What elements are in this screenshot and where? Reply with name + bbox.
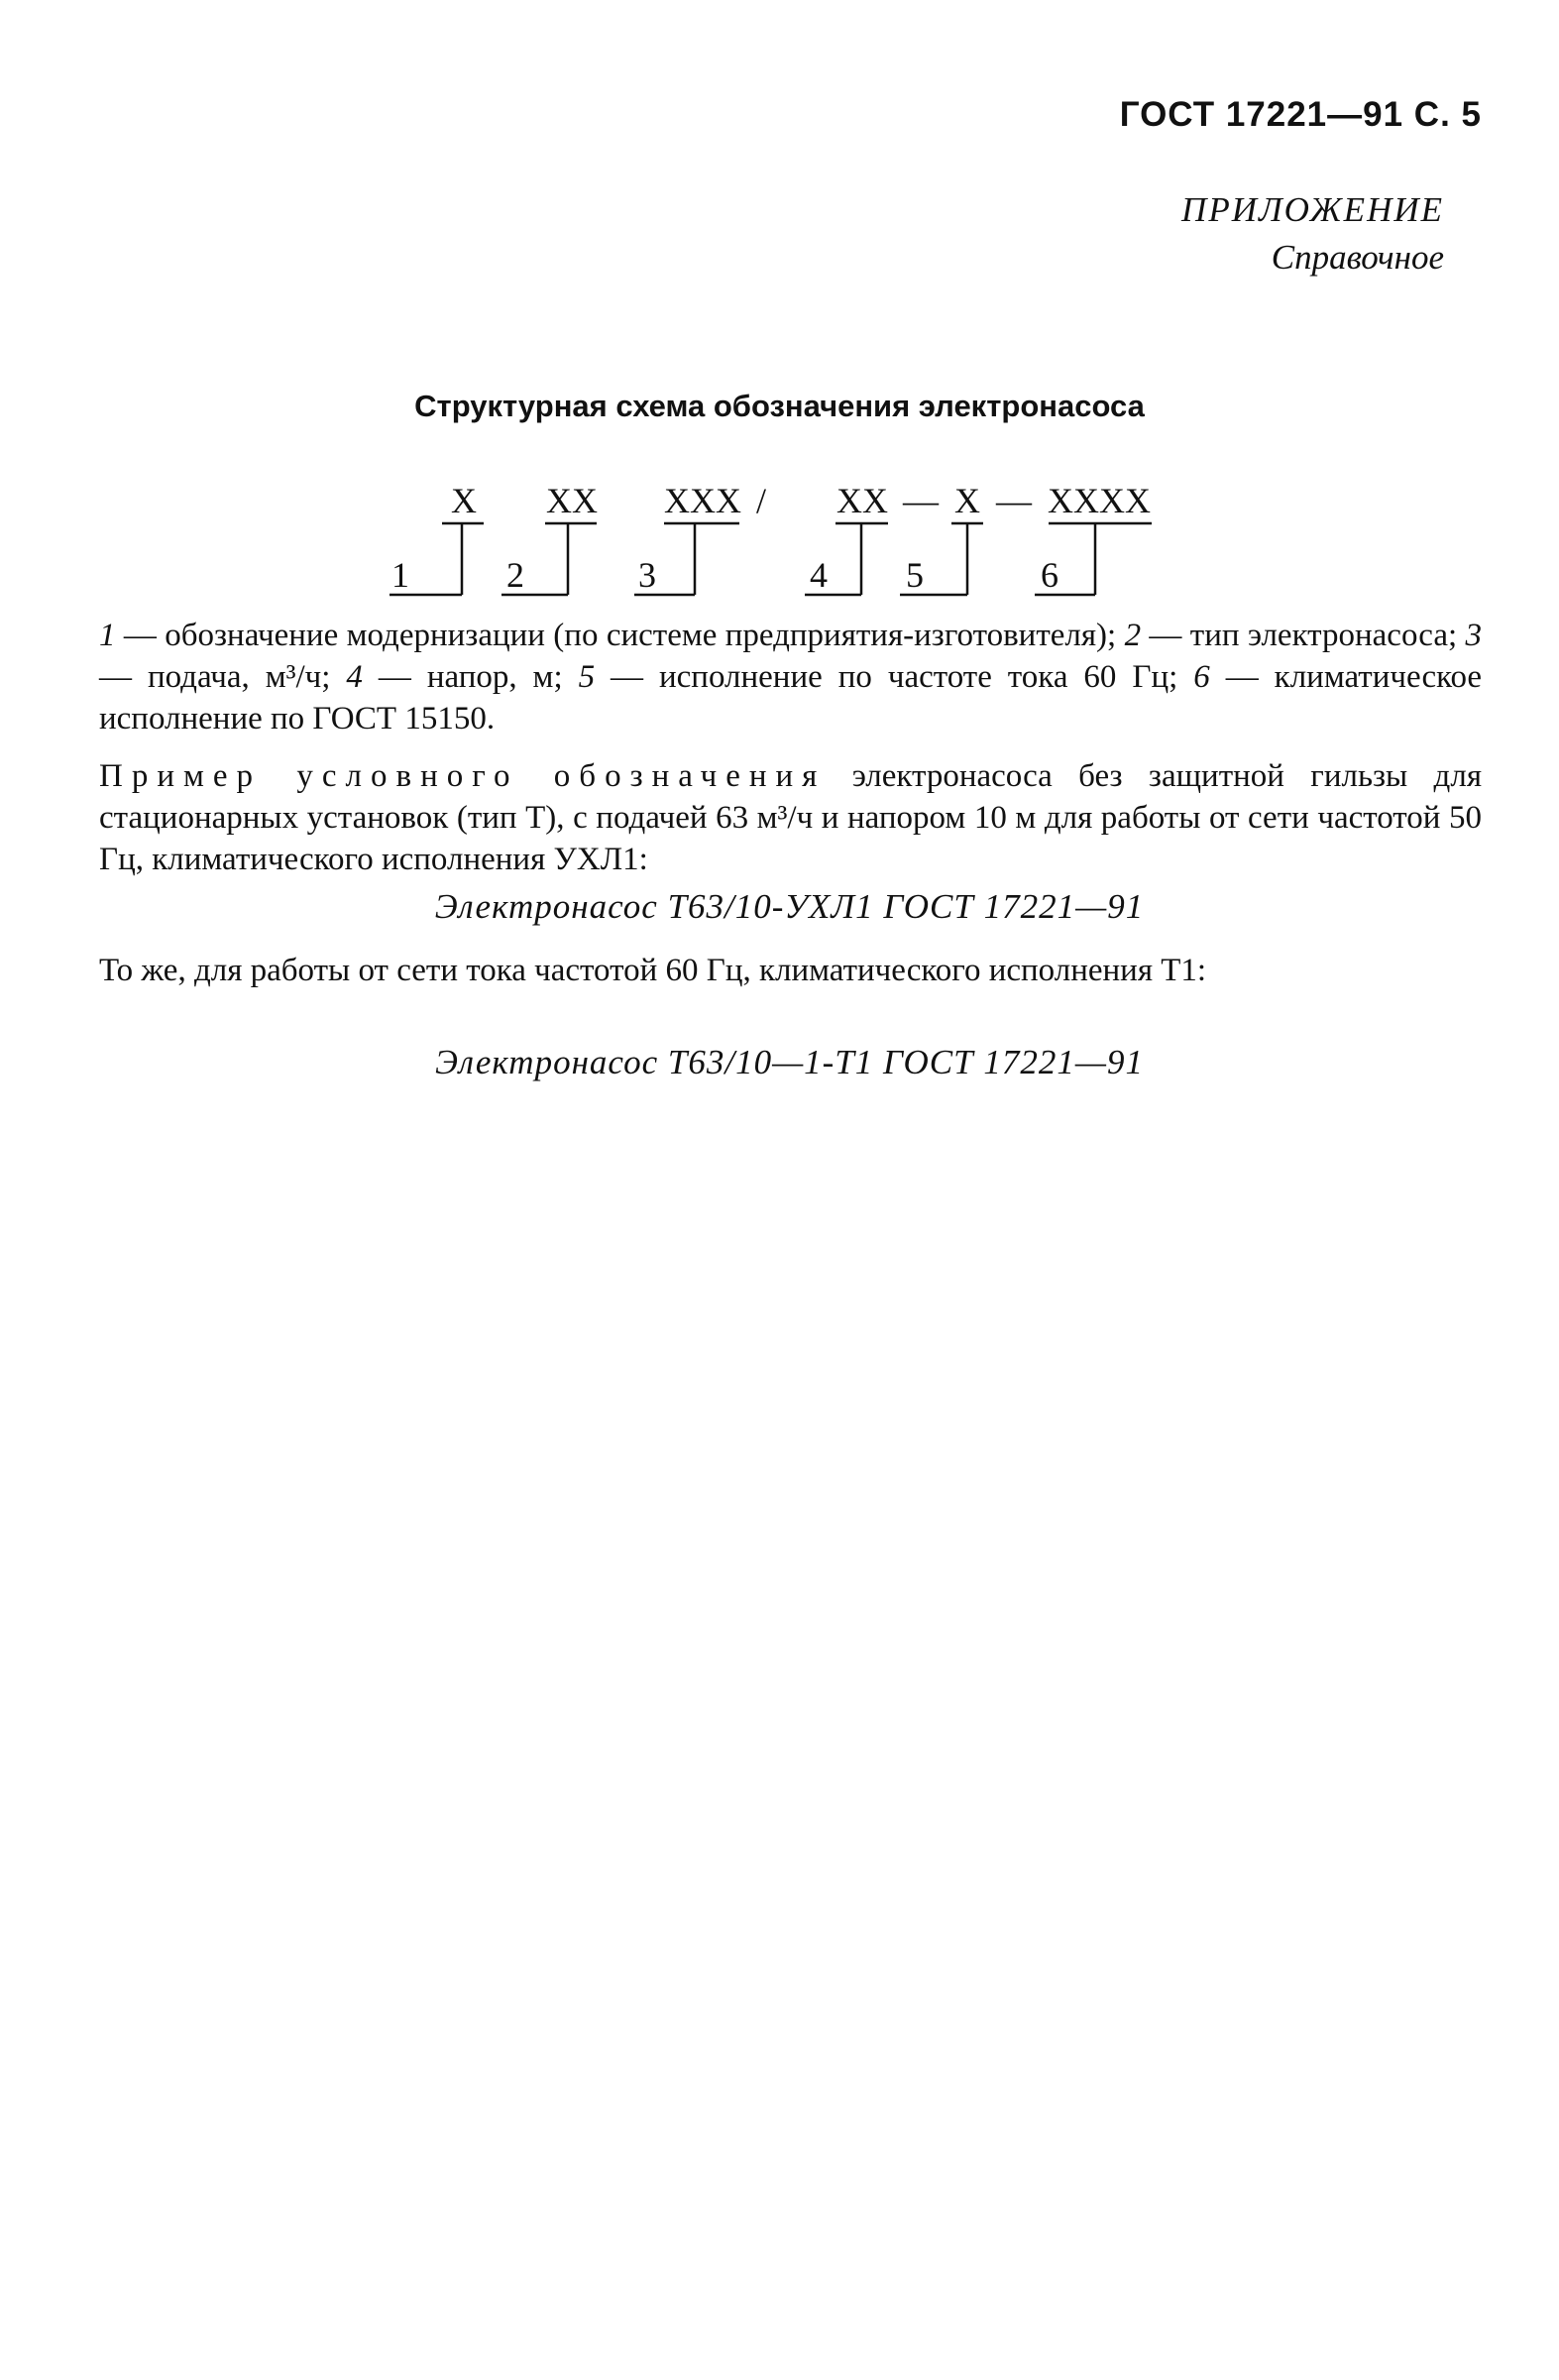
example-designation-1: Электронасос Т63/10-УХЛ1 ГОСТ 17221—91 (434, 887, 1145, 926)
page-header: ГОСТ 17221—91 С. 5 (1119, 95, 1482, 134)
example-paragraph-2: То же, для работы от сети тока частотой 60 Гц, климатического исполнения Т1: (99, 953, 1207, 988)
legend-paragraph (99, 615, 1482, 739)
legend-t4: — напор, м; (362, 659, 579, 695)
legend-t6: — климатическое исполнение по ГОСТ 15150. (99, 659, 1482, 737)
schema-title: Структурная схема обозначения электронасоса (414, 389, 1145, 423)
code-xxxx-climate: XXXX (1048, 481, 1151, 520)
code-x-frequency: X (954, 481, 980, 520)
number-6: 6 (1041, 555, 1058, 595)
code-dash-2: — (996, 481, 1032, 520)
example-designation-2: Электронасос Т63/10—1-Т1 ГОСТ 17221—91 (435, 1043, 1144, 1081)
legend-n5: 5 (578, 659, 596, 695)
legend-n4: 4 (346, 659, 363, 695)
legend-t1: — обозначение модернизации (по системе предприятия-изготовителя); (115, 618, 1125, 653)
example-lead: Пример условного обозначения (99, 758, 827, 794)
legend-n6: 6 (1193, 659, 1210, 695)
code-slash: / (755, 481, 767, 520)
code-xxx-flow: XXX (664, 481, 741, 520)
number-5: 5 (906, 555, 924, 595)
example-text-1: электронасоса без защитной гильзы для стационарных установок (тип Т), с подачей 63 м³/ч и напором 10 м для работы от сети частотой 50 Гц, климатического исполнения УХЛ1: (99, 758, 1482, 877)
code-xx-head: XX (836, 481, 888, 520)
number-4: 4 (810, 555, 828, 595)
legend-t2: — тип электронасоса; (1141, 618, 1466, 653)
appendix-type: Справочное (1271, 238, 1444, 277)
number-2: 2 (506, 555, 524, 595)
example-paragraph (99, 755, 1482, 880)
number-3: 3 (638, 555, 656, 595)
code-xx-type: XX (546, 481, 598, 520)
appendix-label: ПРИЛОЖЕНИЕ (1181, 190, 1444, 229)
code-x-modernization: X (451, 481, 477, 520)
legend-t3: — подача, м³/ч; (99, 659, 347, 695)
legend-n2: 2 (1124, 618, 1142, 653)
code-dash-1: — (903, 481, 939, 520)
number-1: 1 (391, 555, 409, 595)
legend-n3: 3 (1465, 618, 1482, 653)
legend-t5: — исполнение по частоте тока 60 Гц; (595, 659, 1194, 695)
designation-diagram (0, 0, 1559, 615)
legend-n1: 1 (99, 618, 116, 653)
